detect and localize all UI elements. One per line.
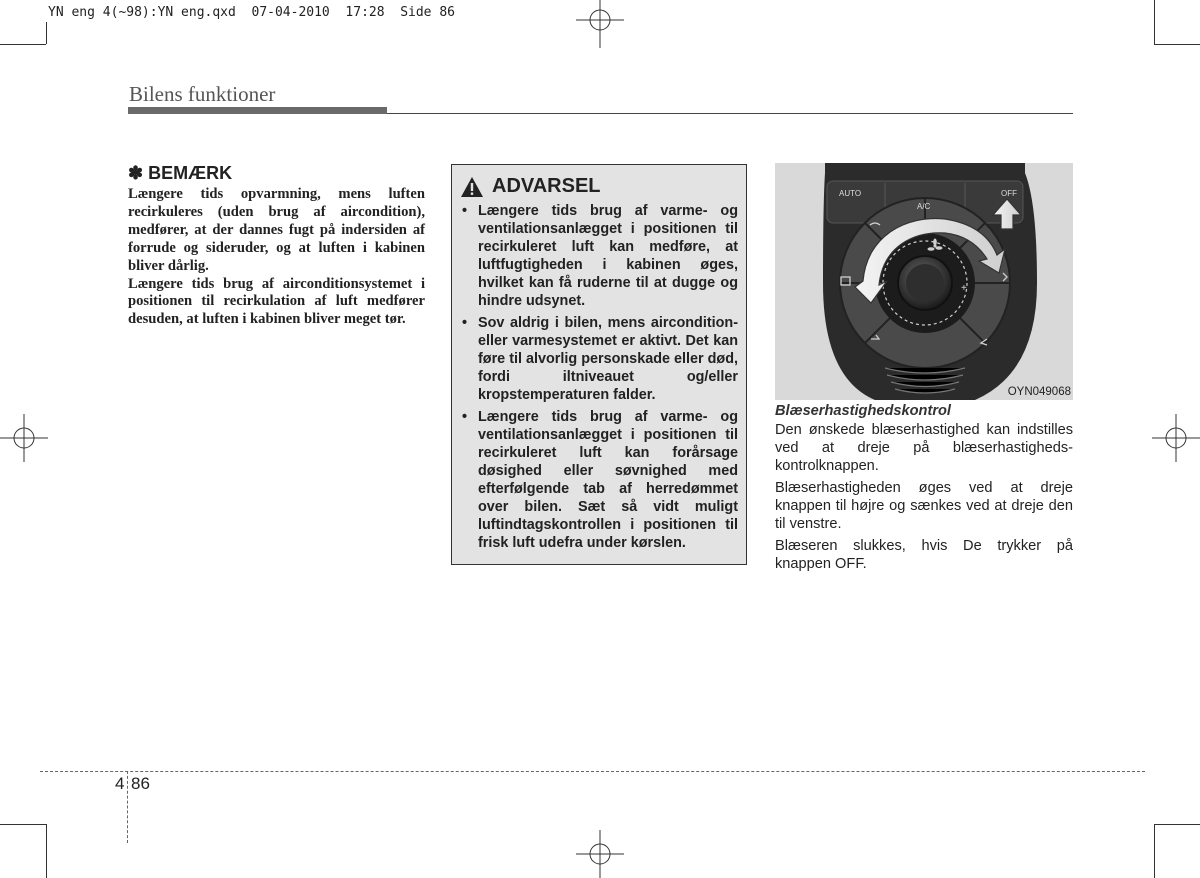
crop-mark	[1154, 824, 1200, 825]
warning-item: • Længere tids brug af varme- og ventilationsanlægget i positionen til recirkuleret luft kan medføre, at luftfugtigheden i kabinen øges, hvilket kan få ruderne til at dugge og hindre udsynet.	[462, 203, 738, 309]
title-bar	[128, 107, 387, 114]
page-number: 86	[131, 774, 150, 793]
footer-rule	[40, 771, 1145, 772]
crop-mark	[46, 824, 47, 878]
footer-divider	[127, 771, 128, 843]
registration-mark-top-icon	[576, 0, 624, 48]
title-rule	[387, 113, 1073, 114]
print-slug: YN eng 4(~98):YN eng.qxd 07-04-2010 17:28 Side 86	[48, 5, 455, 20]
bullet-icon: •	[462, 409, 468, 425]
registration-mark-left-icon	[0, 414, 48, 462]
note-block	[128, 163, 425, 329]
warning-box	[451, 164, 747, 565]
climate-control-illustration	[775, 163, 1073, 400]
crop-mark	[1154, 824, 1155, 878]
plus-label: +	[961, 283, 967, 294]
bullet-icon: •	[462, 203, 468, 219]
crop-mark	[1154, 0, 1155, 44]
registration-mark-right-icon	[1152, 414, 1200, 462]
warning-title: ADVARSEL	[492, 175, 601, 197]
crop-mark	[0, 824, 46, 825]
warning-item: • Sov aldrig i bilen, mens aircondition- eller varmesystemet er aktivt. Det kan føre til alvorlig personskade eller død, fordi iltniveauet og/eller kropstemperaturen falder.	[462, 315, 738, 403]
warning-list	[460, 202, 738, 552]
note-paragraph: Længere tids opvarmning, mens luften recirkuleres (uden brug af aircondition), medfører, at der dannes fugt på indersiden af forrude og sideruder, og at luften i kabinen bliver dårlig.	[128, 186, 425, 274]
warning-header	[460, 175, 738, 198]
registration-mark-bottom-icon	[576, 830, 624, 878]
note-paragraph: Længere tids brug af airconditionsystemet i positionen til recirkulation af luft medfører desuden, at luften i kabinen bliver meget tør.	[128, 275, 425, 328]
crop-mark	[46, 22, 47, 44]
warning-item: • Længere tids brug af varme- og ventilationsanlægget i positionen til recirkuleret luft kan forårsage døsighed eller søvnighed med efterfølgende tab af herredømmet over bilen. Sæt så vidt muligt luftindtagskontrollen i positionen til frisk luft udefra under kørslen.	[462, 409, 738, 551]
blower-paragraph: Blæseren slukkes, hvis De trykker på knappen OFF.	[775, 538, 1073, 572]
bullet-icon: •	[462, 315, 468, 331]
note-heading: ✽ BEMÆRK	[128, 163, 233, 183]
blower-paragraph: Den ønskede blæserhastighed kan indstilles ved at dreje på blæserhastighedskontrolknappen.	[775, 422, 1073, 474]
blower-control-section	[775, 403, 1073, 577]
crop-mark	[1154, 44, 1200, 45]
auto-label: AUTO	[839, 189, 862, 198]
off-label: OFF	[1001, 189, 1017, 198]
climate-control-figure	[775, 163, 1073, 400]
warning-triangle-icon	[460, 176, 484, 198]
ac-label: A/C	[917, 202, 931, 211]
page-section-number: 4	[115, 774, 125, 793]
crop-mark	[0, 44, 46, 45]
section-title: Bilens funktioner	[129, 82, 276, 106]
blower-heading: Blæserhastighedskontrol	[775, 403, 951, 419]
blower-paragraph: Blæserhastigheden øges ved at dreje knappen til højre og sænkes ved at dreje den til venstre.	[775, 480, 1073, 532]
figure-code: OYN049068	[1007, 386, 1071, 398]
